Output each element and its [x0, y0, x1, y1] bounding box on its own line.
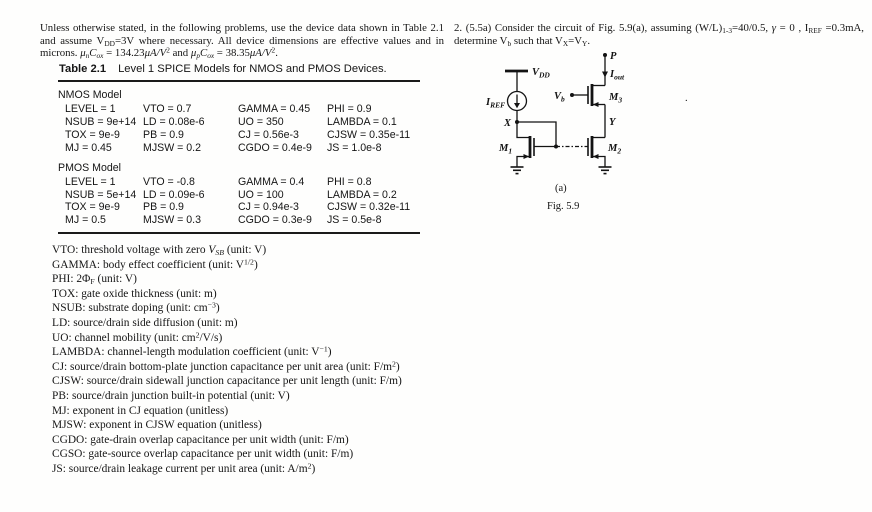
param-cell: TOX = 9e-9 [65, 128, 120, 141]
table-row [65, 142, 420, 155]
param-cell: VTO = -0.8 [143, 175, 195, 188]
label-node-p: P [610, 51, 617, 62]
table-number: Table 2.1 [59, 63, 107, 75]
param-cell: MJ = 0.45 [65, 141, 112, 154]
param-cell: LD = 0.09e-6 [143, 188, 205, 201]
nmos-model-label: NMOS Model [58, 89, 122, 101]
param-cell: CJ = 0.94e-3 [238, 201, 299, 214]
figure-5-9a-circuit [478, 48, 693, 216]
param-cell: GAMMA = 0.45 [238, 103, 311, 115]
definition-cgso: CGSO: gate-source overlap capacitance per unit width (unit: F/m) [52, 448, 354, 461]
param-cell: LD = 0.08e-6 [143, 115, 205, 128]
param-cell: JS = 0.5e-8 [327, 214, 382, 227]
param-cell: PHI = 0.9 [327, 103, 372, 115]
label-iref: $I_{REF}$ [486, 97, 506, 110]
label-vdd: $V_{DD}$ [532, 67, 550, 80]
label-node-x: X [504, 118, 512, 129]
stray-period: . [685, 93, 688, 104]
transistor-m2 [588, 136, 605, 167]
parameter-definitions [52, 243, 452, 477]
definition-js: JS: source/drain leakage current per unit area (unit: $A/m^2$) [52, 461, 316, 475]
figure-caption-a: (a) [555, 183, 567, 194]
transistor-m1 [517, 136, 556, 167]
table-row [65, 201, 420, 214]
definition-nsub: NSUB: substrate doping (unit: $cm^{-3}$) [52, 300, 220, 315]
param-cell: PB = 0.9 [143, 128, 184, 141]
param-cell: MJSW = 0.2 [143, 141, 201, 154]
param-cell: PB = 0.9 [143, 201, 184, 214]
label-m1: $M_1$ [499, 143, 513, 156]
param-cell: UO = 350 [238, 115, 284, 128]
definition-cgdo: CGDO: gate-drain overlap capacitance per unit width (unit: F/m) [52, 433, 349, 446]
param-cell: LAMBDA = 0.2 [327, 188, 397, 201]
param-cell: UO = 100 [238, 188, 284, 201]
param-cell: LEVEL = 1 [65, 175, 116, 188]
transistor-m3 [588, 84, 605, 107]
param-cell: NSUB = 5e+14 [65, 188, 137, 201]
definition-mj: MJ: exponent in CJ equation (unitless) [52, 404, 229, 417]
label-vb: $V_b$ [554, 91, 565, 104]
definition-cjsw: CJSW: source/drain sidewall junction capacitance per unit length (unit: F/m) [52, 375, 402, 388]
param-cell: TOX = 9e-9 [65, 201, 120, 214]
definition-pb: PB: source/drain junction built-in potential (unit: V) [52, 389, 290, 402]
pmos-model-label: PMOS Model [58, 161, 121, 174]
table-title-text: Level 1 SPICE Models for NMOS and PMOS Devices. [118, 63, 387, 75]
definition-gamma: GAMMA: body effect coefficient (unit: $V^{1/2}$) [52, 257, 258, 271]
definition-uo: UO: channel mobility (unit: $cm^2/V/s$) [52, 330, 223, 344]
definition-cj: CJ: source/drain bottom-plate junction capacitance per unit area (unit: $F/m^2$) [52, 359, 400, 373]
iout-arrowhead [602, 72, 608, 78]
intro-paragraph: Unless otherwise stated, in the following problems, use the device data shown in Table 2.1 and assume $V_{DD}=3V$ where necessary. All device dimensions are effective values and in microns. $\mu_nC_{ox} = 134.23\mu A/V^2$ and $\mu_pC_{ox} = 38.35\mu A/V^2$. [40, 21, 445, 61]
problem-2-text: 2. (5.5a) Consider the circuit of Fig. 5.9(a), assuming $(W/L)_{1-3}=40/0.5$, γ = 0 , $I_{REF} =0.3mA$, determine $V_b$ such that $V_X=V_Y$. [454, 21, 864, 48]
table-row [65, 129, 420, 142]
table-row [65, 189, 420, 202]
param-cell: VTO = 0.7 [143, 103, 192, 115]
param-cell: CJ = 0.56e-3 [238, 128, 299, 141]
label-m2: $M_2$ [608, 143, 622, 156]
label-node-y: Y [609, 117, 616, 128]
definition-vto: VTO: threshold voltage with zero $V_{SB}$ (unit: V) [52, 244, 267, 257]
label-m3: $M_3$ [609, 92, 623, 105]
param-cell: LAMBDA = 0.1 [327, 115, 397, 128]
param-cell: MJSW = 0.3 [143, 214, 201, 227]
param-cell: JS = 1.0e-8 [327, 141, 382, 154]
param-cell: MJ = 0.5 [65, 214, 106, 227]
param-cell: CJSW = 0.32e-11 [327, 201, 411, 214]
param-cell: LEVEL = 1 [65, 103, 116, 115]
table-row [65, 103, 420, 116]
param-cell: NSUB = 9e+14 [65, 115, 137, 128]
vdd-supply [505, 71, 528, 91]
param-cell: CGDO = 0.3e-9 [238, 214, 312, 227]
param-cell: PHI = 0.8 [327, 175, 372, 188]
table-row [65, 214, 420, 227]
param-cell: CJSW = 0.35e-11 [327, 128, 411, 141]
ground-symbol-m2 [599, 167, 612, 174]
definition-phi: PHI: $2\Phi_F$ (unit: V) [52, 273, 137, 287]
definition-mjsw: MJSW: exponent in CJSW equation (unitless) [52, 419, 262, 432]
definition-lambda: LAMBDA: channel-length modulation coefficient (unit: $V^{-1}$) [52, 344, 332, 359]
ground-symbol-m1 [511, 167, 524, 174]
definition-tox: TOX: gate oxide thickness (unit: m) [52, 287, 217, 300]
param-cell: GAMMA = 0.4 [238, 175, 305, 188]
label-iout: $I_{out}$ [610, 69, 625, 82]
circuit-schematic [478, 48, 693, 216]
table-2-1 [58, 62, 420, 234]
table-row [65, 176, 420, 189]
table-title [59, 63, 420, 75]
figure-caption: Fig. 5.9 [547, 201, 580, 212]
table-row [65, 116, 420, 129]
param-cell: CGDO = 0.4e-9 [238, 141, 312, 154]
definition-ld: LD: source/drain side diffusion (unit: m) [52, 316, 238, 329]
table-bottom-rule [58, 232, 420, 234]
table-top-rule [58, 80, 420, 82]
